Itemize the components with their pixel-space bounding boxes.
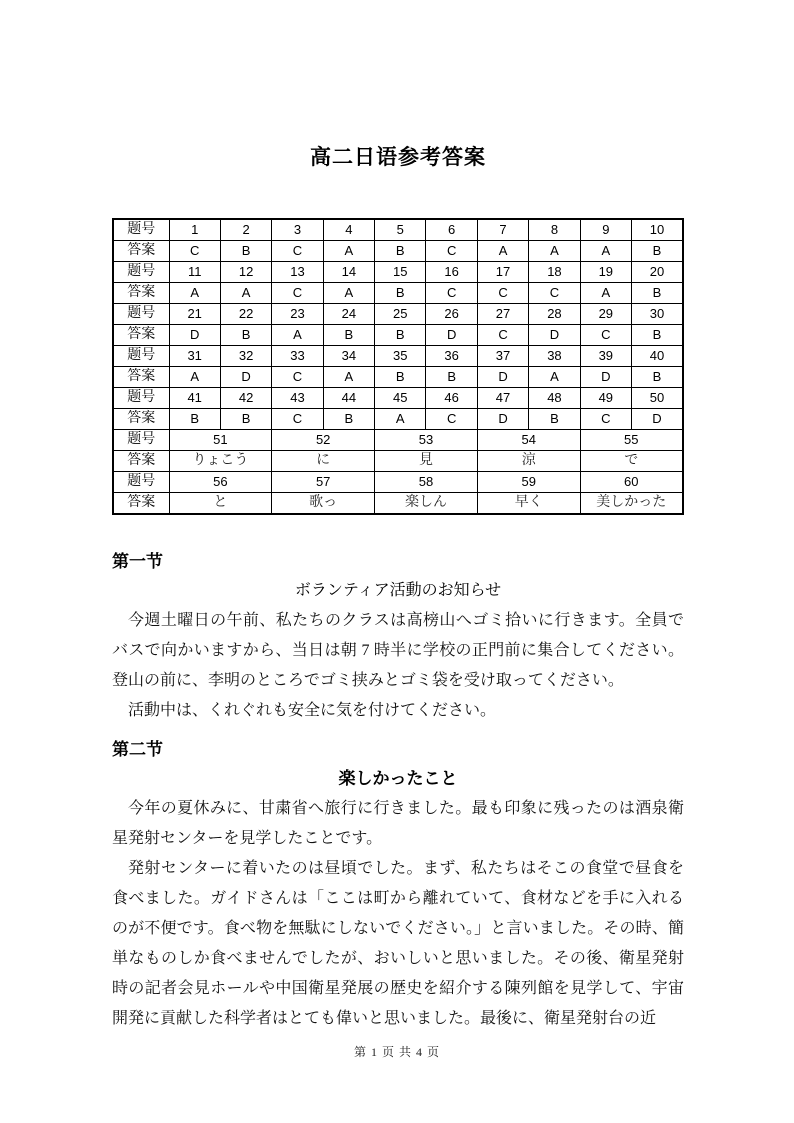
body-paragraph: 今週土曜日の午前、私たちのクラスは高榜山へゴミ拾いに行きます。全員でバスで向かいますから、当日は朝 7 時半に学校の正門前に集合してください。登山の前に、李明のところでゴミ挟みとゴミ袋を受け取ってください。: [112, 612, 684, 689]
answer-value: B: [426, 367, 477, 388]
question-number: 23: [272, 304, 323, 325]
answer-value: A: [529, 241, 580, 262]
answer-value: C: [477, 325, 528, 346]
answer-value: B: [529, 409, 580, 430]
answer-value: D: [477, 409, 528, 430]
question-number: 31: [169, 346, 220, 367]
answer-value: A: [272, 325, 323, 346]
answer-value: C: [272, 283, 323, 304]
answer-value: A: [323, 241, 374, 262]
question-number: 56: [169, 472, 272, 493]
answer-value: B: [375, 325, 426, 346]
question-number: 21: [169, 304, 220, 325]
question-number: 4: [323, 219, 374, 241]
answer-value: C: [426, 241, 477, 262]
answer-value: B: [632, 241, 683, 262]
question-number: 46: [426, 388, 477, 409]
question-number: 10: [632, 219, 683, 241]
question-number: 33: [272, 346, 323, 367]
row-label: 题号: [113, 219, 169, 241]
question-number: 41: [169, 388, 220, 409]
question-number: 53: [375, 430, 478, 451]
answer-value: りょこう: [169, 451, 272, 472]
answer-value: B: [323, 325, 374, 346]
question-number: 17: [477, 262, 528, 283]
answer-value: D: [477, 367, 528, 388]
answer-value: C: [272, 241, 323, 262]
answer-row: [113, 241, 683, 262]
answer-value: C: [426, 283, 477, 304]
answer-value: 歌っ: [272, 493, 375, 515]
answer-value: C: [426, 409, 477, 430]
question-number: 26: [426, 304, 477, 325]
question-number: 24: [323, 304, 374, 325]
question-number: 54: [477, 430, 580, 451]
question-number: 19: [580, 262, 631, 283]
answer-value: D: [169, 325, 220, 346]
question-number: 16: [426, 262, 477, 283]
answer-value: C: [272, 367, 323, 388]
question-number: 50: [632, 388, 683, 409]
answer-value: B: [169, 409, 220, 430]
answer-value: 早く: [477, 493, 580, 515]
question-number: 57: [272, 472, 375, 493]
question-number: 32: [220, 346, 271, 367]
answer-value: C: [580, 409, 631, 430]
row-label: 答案: [113, 493, 169, 515]
question-number-row: [113, 388, 683, 409]
question-number: 42: [220, 388, 271, 409]
question-number: 12: [220, 262, 271, 283]
question-number: 36: [426, 346, 477, 367]
row-label: 题号: [113, 346, 169, 367]
row-label: 题号: [113, 262, 169, 283]
answer-value: C: [169, 241, 220, 262]
question-number: 58: [375, 472, 478, 493]
answer-row: [113, 493, 683, 515]
section-heading: 第一节: [112, 552, 163, 571]
question-number: 48: [529, 388, 580, 409]
answer-value: A: [375, 409, 426, 430]
question-number: 45: [375, 388, 426, 409]
answer-value: A: [323, 367, 374, 388]
question-number: 13: [272, 262, 323, 283]
question-number: 25: [375, 304, 426, 325]
page-title: 高二日语参考答案: [310, 146, 486, 169]
answer-value: A: [580, 241, 631, 262]
question-number: 40: [632, 346, 683, 367]
answer-value: 美しかった: [580, 493, 683, 515]
page-footer: 第 1 页 共 4 页: [353, 1045, 440, 1059]
answer-value: B: [632, 367, 683, 388]
body-paragraph: 活動中は、くれぐれも安全に気を付けてください。: [128, 702, 497, 719]
row-label: 题号: [113, 388, 169, 409]
answer-value: C: [580, 325, 631, 346]
section-subtitle: 楽しかったこと: [338, 769, 458, 788]
question-number: 44: [323, 388, 374, 409]
answer-value: A: [169, 367, 220, 388]
row-label: 答案: [113, 241, 169, 262]
question-number: 34: [323, 346, 374, 367]
question-number: 5: [375, 219, 426, 241]
question-number: 14: [323, 262, 374, 283]
question-number: 11: [169, 262, 220, 283]
answer-value: B: [220, 409, 271, 430]
question-number-row: [113, 304, 683, 325]
answer-row: [113, 325, 683, 346]
answer-value: C: [529, 283, 580, 304]
answer-value: D: [529, 325, 580, 346]
question-number-row: [113, 219, 683, 241]
question-number: 9: [580, 219, 631, 241]
document-content: [112, 0, 684, 1034]
question-number-row: [113, 262, 683, 283]
answer-value: B: [375, 241, 426, 262]
answer-value: B: [632, 325, 683, 346]
answer-value: D: [426, 325, 477, 346]
question-number: 27: [477, 304, 528, 325]
row-label: 题号: [113, 304, 169, 325]
question-number: 38: [529, 346, 580, 367]
row-label: 答案: [113, 409, 169, 430]
answer-value: B: [375, 283, 426, 304]
question-number: 15: [375, 262, 426, 283]
answer-value: に: [272, 451, 375, 472]
answer-table: [112, 218, 684, 515]
question-number: 1: [169, 219, 220, 241]
row-label: 答案: [113, 325, 169, 346]
answer-value: D: [220, 367, 271, 388]
body-paragraph: 発射センターに着いたのは昼頃でした。まず、私たちはそこの食堂で昼食を食べました。ガイドさんは「ここは町から離れていて、食材などを手に入れるのが不便です。食べ物を無駄にしないでください。」と言いました。その時、簡単なものしか食べませんでしたが、おいしいと思いました。その後、衛星発射時の記者会見ホールや中国衛星発展の歴史を紹介する陳列館を見学して、宇宙開発に貢献した科学者はとても偉いと思いました。最後に、衛星発射台の近: [112, 860, 684, 1027]
answer-value: 涼: [477, 451, 580, 472]
question-number: 8: [529, 219, 580, 241]
row-label: 题号: [113, 430, 169, 451]
question-number-row: [113, 430, 683, 451]
question-number: 18: [529, 262, 580, 283]
answer-row: [113, 283, 683, 304]
question-number: 6: [426, 219, 477, 241]
question-number: 7: [477, 219, 528, 241]
question-number: 47: [477, 388, 528, 409]
answer-value: 楽しん: [375, 493, 478, 515]
answer-value: B: [375, 367, 426, 388]
question-number: 22: [220, 304, 271, 325]
question-number: 29: [580, 304, 631, 325]
question-number: 60: [580, 472, 683, 493]
row-label: 答案: [113, 451, 169, 472]
question-number: 39: [580, 346, 631, 367]
question-number: 49: [580, 388, 631, 409]
row-label: 答案: [113, 367, 169, 388]
question-number: 55: [580, 430, 683, 451]
section-subtitle: ボランティア活動のお知らせ: [294, 582, 502, 599]
document-sections: [112, 550, 684, 1034]
question-number: 28: [529, 304, 580, 325]
answer-table-body: [113, 219, 683, 514]
question-number: 35: [375, 346, 426, 367]
question-number: 20: [632, 262, 683, 283]
question-number: 2: [220, 219, 271, 241]
row-label: 答案: [113, 283, 169, 304]
answer-value: D: [580, 367, 631, 388]
question-number-row: [113, 472, 683, 493]
answer-value: B: [323, 409, 374, 430]
question-number: 59: [477, 472, 580, 493]
document-section: [112, 550, 684, 726]
answer-row: [113, 409, 683, 430]
question-number: 30: [632, 304, 683, 325]
answer-value: A: [529, 367, 580, 388]
question-number: 51: [169, 430, 272, 451]
answer-value: 見: [375, 451, 478, 472]
answer-value: A: [169, 283, 220, 304]
answer-value: A: [477, 241, 528, 262]
row-label: 题号: [113, 472, 169, 493]
answer-value: B: [220, 241, 271, 262]
document-section: [112, 738, 684, 1034]
answer-value: D: [632, 409, 683, 430]
answer-value: A: [220, 283, 271, 304]
answer-value: B: [632, 283, 683, 304]
question-number-row: [113, 346, 683, 367]
answer-row: [113, 367, 683, 388]
answer-value: B: [220, 325, 271, 346]
answer-value: で: [580, 451, 683, 472]
answer-value: と: [169, 493, 272, 515]
question-number: 3: [272, 219, 323, 241]
section-heading: 第二节: [112, 740, 163, 759]
answer-value: A: [323, 283, 374, 304]
question-number: 37: [477, 346, 528, 367]
body-paragraph: 今年の夏休みに、甘粛省へ旅行に行きました。最も印象に残ったのは酒泉衛星発射センターを見学したことです。: [112, 800, 684, 847]
answer-value: C: [272, 409, 323, 430]
answer-row: [113, 451, 683, 472]
question-number: 43: [272, 388, 323, 409]
answer-value: A: [580, 283, 631, 304]
question-number: 52: [272, 430, 375, 451]
answer-value: C: [477, 283, 528, 304]
